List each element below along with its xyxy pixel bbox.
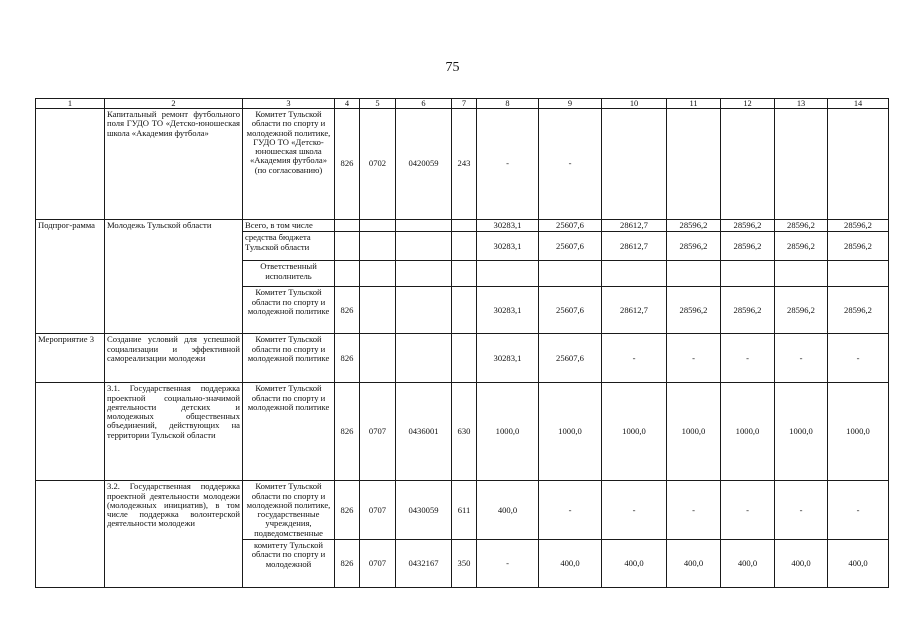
value-cell	[667, 109, 721, 220]
value-cell: 30283,1	[477, 220, 539, 232]
value-cell: 400,0	[721, 540, 775, 588]
value-cell: 25607,6	[539, 220, 602, 232]
value-cell: 826	[335, 383, 360, 481]
executor-cell: средства бюджета Тульской области	[243, 232, 335, 261]
executor-cell: Комитет Тульской области по спорту и молодежной политике	[243, 287, 335, 334]
value-cell	[360, 232, 396, 261]
value-cell	[452, 287, 477, 334]
value-cell	[828, 109, 889, 220]
value-cell	[396, 287, 452, 334]
value-cell: 400,0	[828, 540, 889, 588]
budget-table	[35, 98, 889, 588]
value-cell: 28596,2	[775, 232, 828, 261]
header-cell: 11	[667, 99, 721, 109]
value-cell: 400,0	[667, 540, 721, 588]
header-cell: 2	[105, 99, 243, 109]
value-cell	[396, 261, 452, 287]
value-cell	[452, 232, 477, 261]
value-cell: 0707	[360, 481, 396, 540]
value-cell: 826	[335, 334, 360, 383]
value-cell	[539, 261, 602, 287]
header-cell: 8	[477, 99, 539, 109]
type-cell	[36, 383, 105, 481]
value-cell: 1000,0	[667, 383, 721, 481]
value-cell	[602, 261, 667, 287]
value-cell: 0702	[360, 109, 396, 220]
value-cell: 611	[452, 481, 477, 540]
value-cell: 1000,0	[828, 383, 889, 481]
table-row	[36, 383, 889, 481]
executor-cell: Комитет Тульской области по спорту и молодежной политике	[243, 383, 335, 481]
value-cell	[335, 220, 360, 232]
header-cell: 5	[360, 99, 396, 109]
executor-cell: Комитет Тульской области по спорту и молодежной политике, ГУДО ТО «Детско-юношеская школа «Академия футбола» (по согласованию)	[243, 109, 335, 220]
header-cell: 7	[452, 99, 477, 109]
measure-name: Молодежь Тульской области	[105, 220, 243, 334]
value-cell: 30283,1	[477, 334, 539, 383]
value-cell	[775, 109, 828, 220]
value-cell: -	[775, 481, 828, 540]
value-cell: 28596,2	[721, 220, 775, 232]
value-cell	[335, 261, 360, 287]
header-cell: 12	[721, 99, 775, 109]
header-cell: 13	[775, 99, 828, 109]
value-cell	[360, 220, 396, 232]
value-cell: 826	[335, 481, 360, 540]
header-row	[36, 99, 889, 109]
executor-cell: комитету Тульской области по спорту и молодежной	[243, 540, 335, 588]
value-cell: -	[602, 334, 667, 383]
value-cell: 28596,2	[828, 232, 889, 261]
table-row	[36, 220, 889, 232]
table-row	[36, 334, 889, 383]
value-cell: 400,0	[539, 540, 602, 588]
value-cell: 350	[452, 540, 477, 588]
executor-cell: Комитет Тульской области по спорту и молодежной политике	[243, 334, 335, 383]
value-cell: -	[828, 481, 889, 540]
value-cell: 28596,2	[775, 287, 828, 334]
value-cell: 0430059	[396, 481, 452, 540]
value-cell	[360, 334, 396, 383]
value-cell	[360, 287, 396, 334]
value-cell: 826	[335, 287, 360, 334]
value-cell	[396, 334, 452, 383]
value-cell: 400,0	[602, 540, 667, 588]
value-cell: 1000,0	[602, 383, 667, 481]
value-cell: 0707	[360, 383, 396, 481]
executor-cell: Комитет Тульской области по спорту и молодежной политике, государственные учреждения, подведомственные	[243, 481, 335, 540]
value-cell: 0420059	[396, 109, 452, 220]
value-cell: 826	[335, 540, 360, 588]
value-cell	[396, 232, 452, 261]
value-cell: -	[667, 334, 721, 383]
value-cell: 28596,2	[667, 220, 721, 232]
value-cell	[602, 109, 667, 220]
value-cell: 630	[452, 383, 477, 481]
type-cell: Мероприятие 3	[36, 334, 105, 383]
value-cell: -	[667, 481, 721, 540]
value-cell	[667, 261, 721, 287]
value-cell	[477, 261, 539, 287]
value-cell: 1000,0	[775, 383, 828, 481]
value-cell: 0707	[360, 540, 396, 588]
value-cell: -	[721, 481, 775, 540]
measure-name: Капитальный ремонт футбольного поля ГУДО ТО «Детско-юношеская школа «Академия футбола»	[105, 109, 243, 220]
value-cell: 30283,1	[477, 287, 539, 334]
measure-name: 3.2. Государственная поддержка проектной деятельности молодежи (молодежных инициатив), в том числе поддержка волонтерской деятельности молодежи	[105, 481, 243, 588]
value-cell: 28596,2	[828, 220, 889, 232]
type-cell	[36, 109, 105, 220]
value-cell: 1000,0	[539, 383, 602, 481]
value-cell: 400,0	[775, 540, 828, 588]
executor-cell: Ответственный исполнитель	[243, 261, 335, 287]
header-cell: 4	[335, 99, 360, 109]
header-cell: 6	[396, 99, 452, 109]
value-cell: 28596,2	[721, 287, 775, 334]
table-row	[36, 481, 889, 540]
value-cell: 25607,6	[539, 232, 602, 261]
value-cell: 25607,6	[539, 334, 602, 383]
value-cell: -	[602, 481, 667, 540]
header-cell: 14	[828, 99, 889, 109]
header-cell: 9	[539, 99, 602, 109]
value-cell	[452, 261, 477, 287]
table-row	[36, 109, 889, 220]
value-cell	[828, 261, 889, 287]
value-cell: 0432167	[396, 540, 452, 588]
value-cell: 28596,2	[828, 287, 889, 334]
value-cell: 28612,7	[602, 287, 667, 334]
value-cell: 28596,2	[667, 287, 721, 334]
value-cell: 243	[452, 109, 477, 220]
value-cell: 30283,1	[477, 232, 539, 261]
value-cell	[360, 261, 396, 287]
value-cell: -	[775, 334, 828, 383]
value-cell: 1000,0	[721, 383, 775, 481]
header-cell: 10	[602, 99, 667, 109]
value-cell	[396, 220, 452, 232]
value-cell: -	[539, 109, 602, 220]
value-cell	[335, 232, 360, 261]
type-cell: Подпрог-рамма	[36, 220, 105, 334]
value-cell: 826	[335, 109, 360, 220]
value-cell: 28596,2	[721, 232, 775, 261]
value-cell: 28612,7	[602, 220, 667, 232]
value-cell: 400,0	[477, 481, 539, 540]
header-cell: 1	[36, 99, 105, 109]
value-cell	[721, 109, 775, 220]
value-cell	[721, 261, 775, 287]
measure-name: Создание условий для успешной социализации и эффективной самореализации молодежи	[105, 334, 243, 383]
page-number: 75	[445, 60, 460, 75]
value-cell: -	[477, 540, 539, 588]
executor-cell: Всего, в том числе	[243, 220, 335, 232]
value-cell: 1000,0	[477, 383, 539, 481]
value-cell: 0436001	[396, 383, 452, 481]
value-cell: -	[828, 334, 889, 383]
header-cell: 3	[243, 99, 335, 109]
value-cell	[452, 220, 477, 232]
value-cell	[452, 334, 477, 383]
value-cell: -	[539, 481, 602, 540]
value-cell	[775, 261, 828, 287]
value-cell: -	[477, 109, 539, 220]
type-cell	[36, 481, 105, 588]
value-cell: -	[721, 334, 775, 383]
value-cell: 28612,7	[602, 232, 667, 261]
value-cell: 28596,2	[667, 232, 721, 261]
measure-name: 3.1. Государственная поддержка проектной социально-значимой деятельности детских и молодежных общественных объединений, действующих на территории Тульской области	[105, 383, 243, 481]
value-cell: 28596,2	[775, 220, 828, 232]
value-cell: 25607,6	[539, 287, 602, 334]
